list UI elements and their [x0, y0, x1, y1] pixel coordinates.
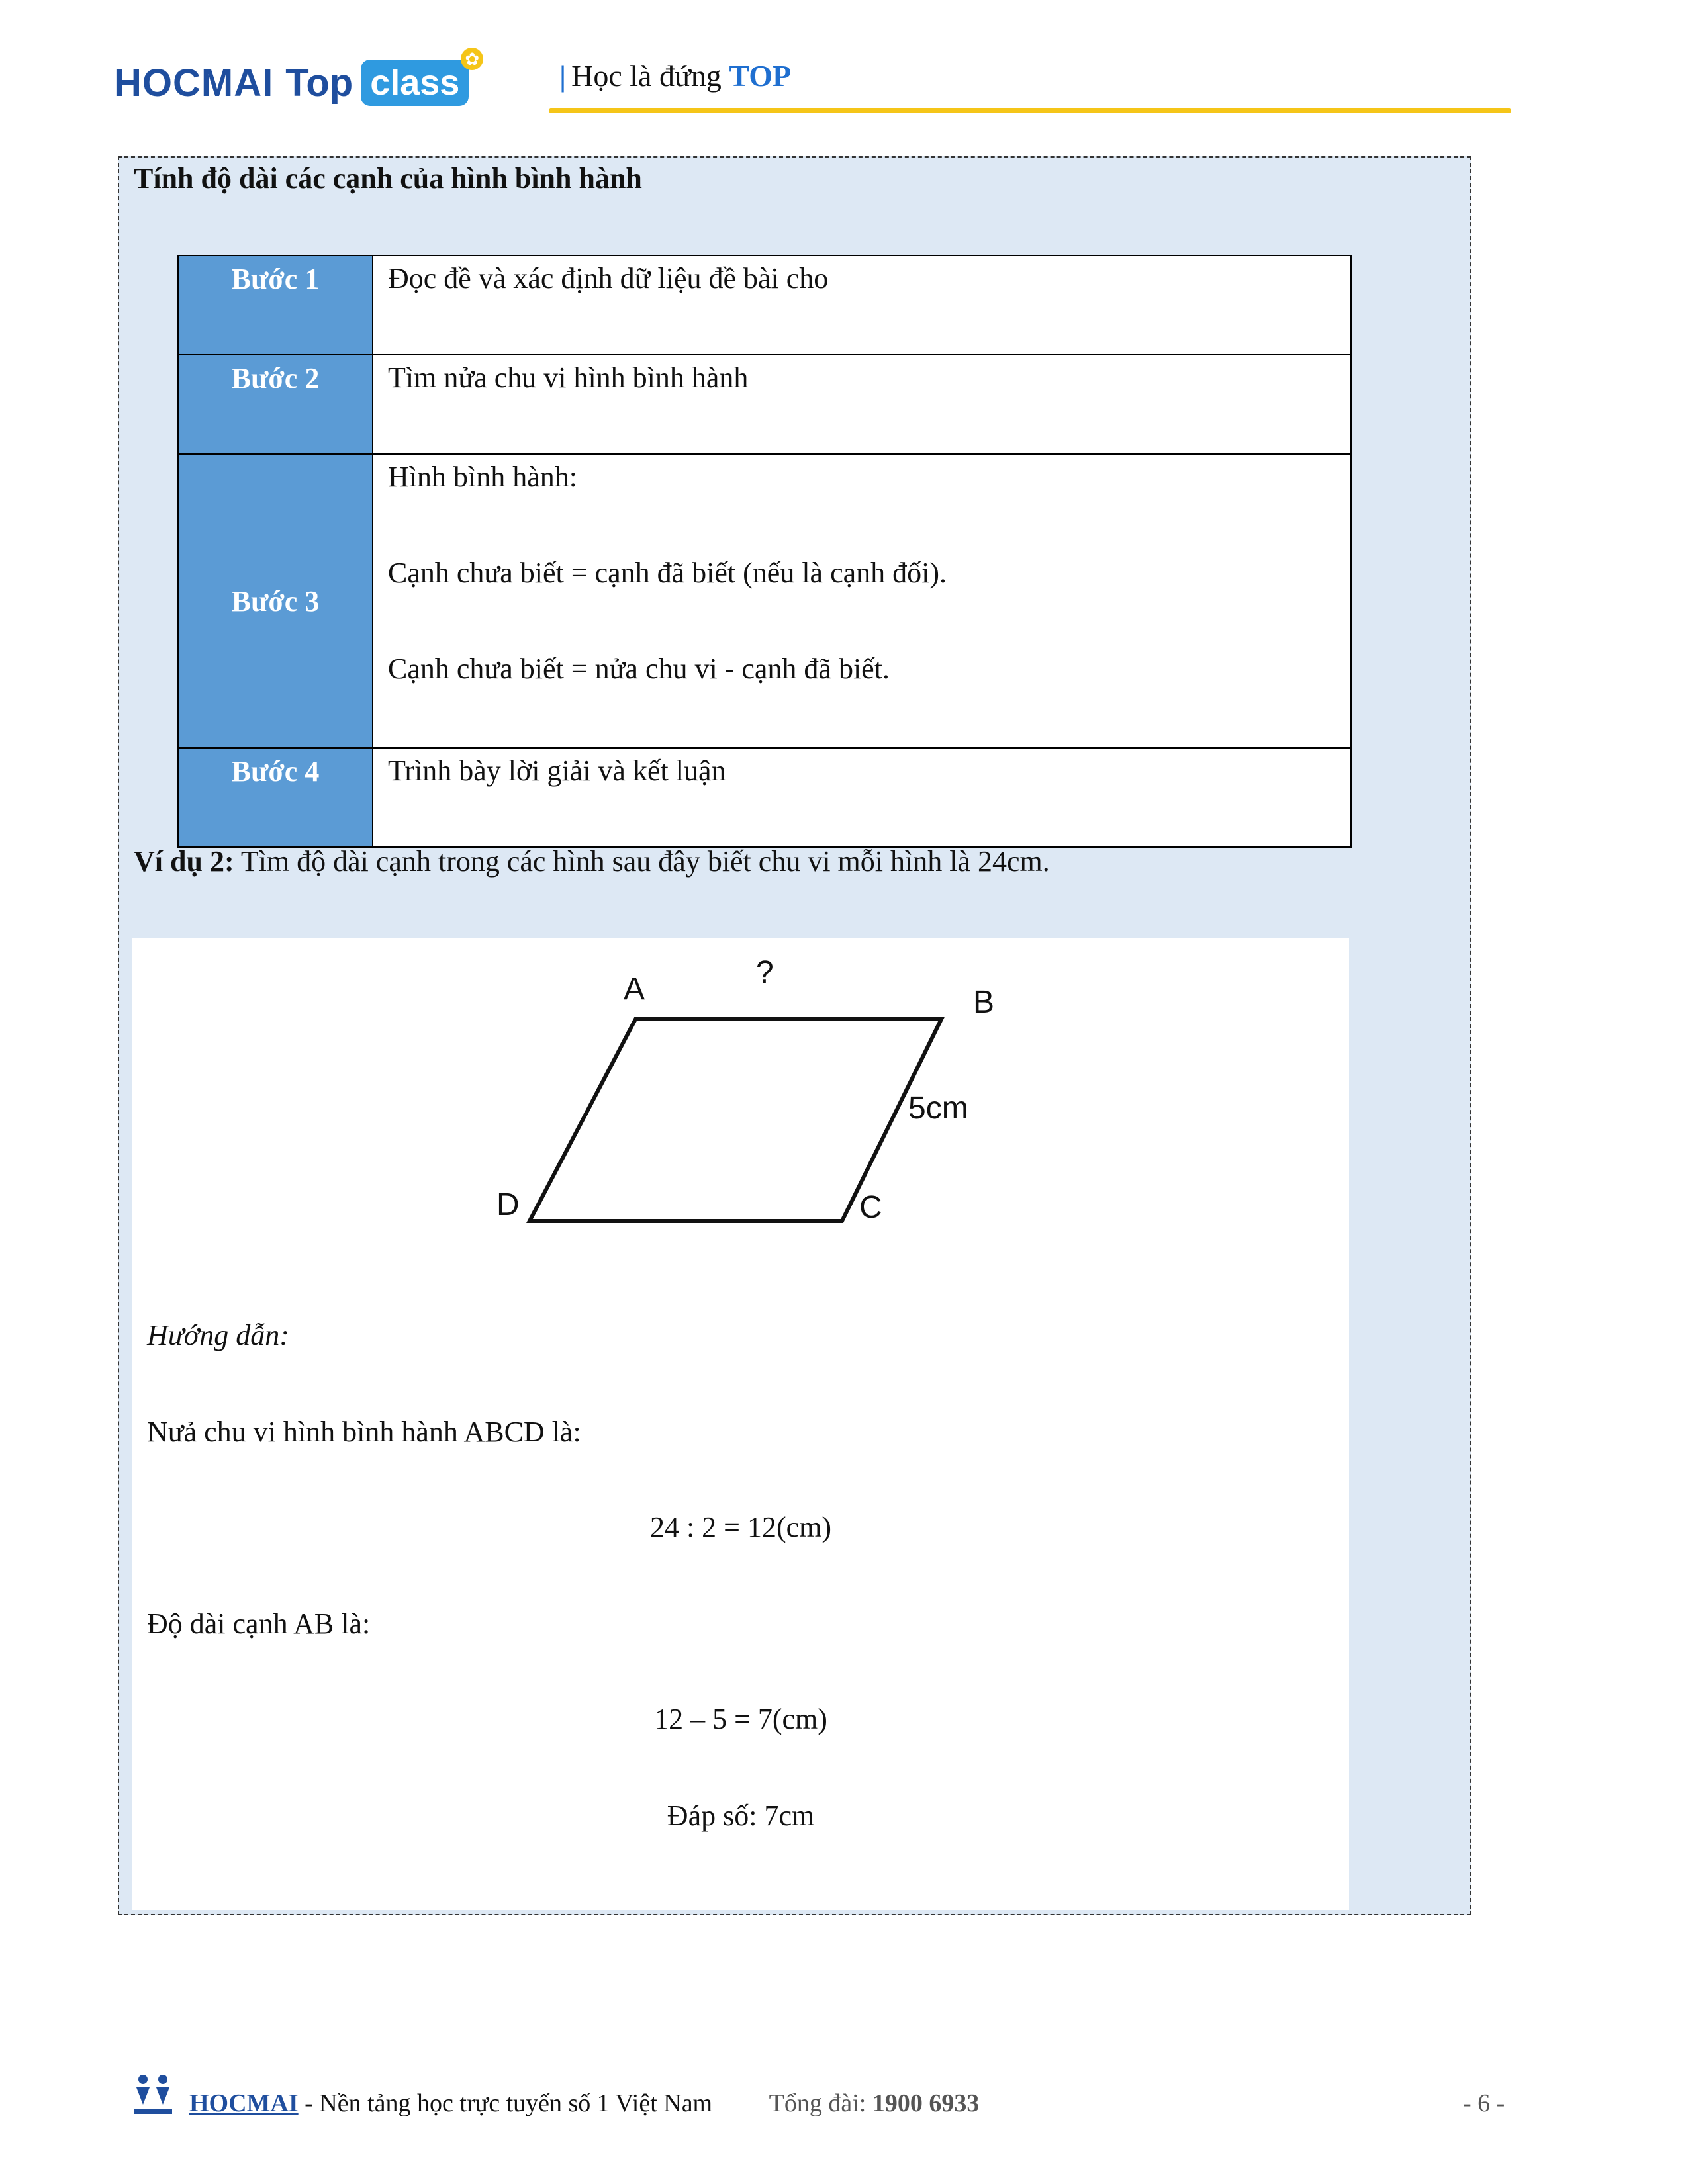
- logo-class-text: class: [370, 63, 460, 103]
- vertex-c-label: C: [859, 1190, 882, 1225]
- section-title: Tính độ dài các cạnh của hình bình hành: [134, 162, 642, 195]
- footer-text: [189, 2089, 979, 2118]
- table-row: [178, 355, 1351, 454]
- step-label: Bước 1: [178, 255, 373, 355]
- example-text: Tìm độ dài cạnh trong các hình sau đây biết chu vi mỗi hình là 24cm.: [240, 845, 1050, 878]
- table-row: [178, 748, 1351, 847]
- step-label: Bước 3: [178, 454, 373, 748]
- tagline: [559, 58, 791, 93]
- calculation-1: 24 : 2 = 12(cm): [649, 1511, 832, 1543]
- footer-brand-link[interactable]: HOCMAI: [189, 2089, 299, 2117]
- logo-top-text: Top: [285, 61, 353, 105]
- page-number: - 6 -: [1463, 2089, 1505, 2117]
- footer-slogan: - Nền tảng học trực tuyến số 1 Việt Nam: [298, 2089, 713, 2117]
- logo-class-badge: [361, 49, 480, 106]
- unknown-side-mark: ?: [756, 955, 774, 990]
- final-answer: Đáp số: 7cm: [667, 1799, 815, 1832]
- star-icon: ✿: [461, 48, 483, 70]
- steps-table: [177, 255, 1352, 848]
- vertex-a-label: A: [624, 972, 645, 1007]
- tagline-highlight: TOP: [729, 59, 792, 93]
- calculation-2: 12 – 5 = 7(cm): [654, 1703, 827, 1735]
- step-content: Trình bày lời giải và kết luận: [373, 748, 1351, 847]
- step-label: Bước 4: [178, 748, 373, 847]
- hotline-label: Tổng đài:: [769, 2089, 867, 2117]
- table-row: [178, 255, 1351, 355]
- step-content: Đọc đề và xác định dữ liệu đề bài cho: [373, 255, 1351, 355]
- example-label: Ví dụ 2:: [134, 845, 234, 878]
- step-content: Tìm nửa chu vi hình bình hành: [373, 355, 1351, 454]
- hocmai-people-icon: [131, 2071, 175, 2118]
- guide-line-1: Nưả chu vi hình bình hành ABCD là:: [147, 1416, 581, 1448]
- step-label: Bước 2: [178, 355, 373, 454]
- parallelogram-figure: [463, 927, 1059, 1257]
- table-row: [178, 454, 1351, 748]
- hotline-number: 1900 6933: [872, 2089, 980, 2117]
- vertex-b-label: B: [973, 985, 995, 1020]
- tagline-prefix: Học là đứng: [571, 59, 722, 93]
- example-prompt: [134, 844, 1050, 878]
- guide-heading: Hướng dẫn:: [147, 1319, 289, 1351]
- guide-line-2: Độ dài cạnh AB là:: [147, 1608, 371, 1640]
- header-divider: [549, 108, 1511, 113]
- hocmai-topclass-logo: [114, 49, 480, 113]
- vertex-d-label: D: [496, 1187, 520, 1222]
- step-content: Hình bình hành: Cạnh chưa biết = cạnh đã biết (nếu là cạnh đối). Cạnh chưa biết = nửa chu vi - cạnh đã biết.: [373, 454, 1351, 748]
- logo-hocmai-text: HOCMAI: [114, 61, 274, 105]
- separator-bar: |: [559, 59, 567, 93]
- side-length-label: 5cm: [908, 1091, 968, 1126]
